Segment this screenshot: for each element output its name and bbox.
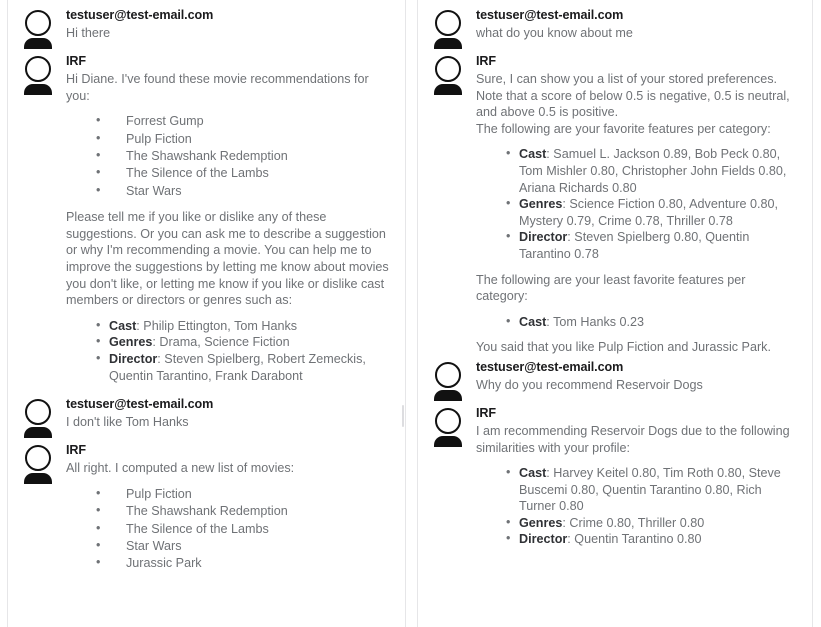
movie-list-item: • The Silence of the Lambs [96,165,393,182]
feature-category-label: Cast [519,314,547,329]
message-body [66,441,393,582]
chat-panel-left [7,0,406,627]
feature-values: : Harvey Keitel 0.80, Tim Roth 0.80, Steve Buscemi 0.80, Quentin Tarantino 0.80, Rich Turner 0.80 [519,466,781,514]
message-paragraph: Why do you recommend Reservoir Dogs [476,377,703,392]
feature-values: : Quentin Tarantino 0.80 [567,532,702,547]
avatar-head-shape [25,56,51,82]
message-body [66,52,393,393]
message-body [66,6,393,42]
message-sender-name: IRF [476,405,496,420]
avatar-shoulders-shape [434,390,462,401]
feature-category-label: Cast [109,318,137,333]
feature-values: : Drama, Science Fiction [152,335,290,350]
avatar-head-shape [435,362,461,388]
message-sender-name: testuser@test-email.com [66,8,214,22]
message-body [66,395,393,431]
movie-list [66,486,393,573]
movie-list-item: • Jurassic Park [96,555,393,572]
message-paragraph: I am recommending Reservoir Dogs due to the following similarities with your profile: [476,423,794,455]
message-paragraph: what do you know about me [476,26,633,40]
avatar-head-shape [25,399,51,425]
person-avatar-icon [432,8,466,50]
feature-category-label: Cast [519,147,547,162]
person-avatar-icon [432,406,466,448]
feature-list-item [506,314,800,331]
message-body [476,6,800,42]
chat-message-assistant [418,52,804,356]
movie-list-item: • Pulp Fiction [96,486,393,503]
message-sender-name: testuser@test-email.com [66,397,214,412]
avatar-shoulders-shape [434,38,462,49]
message-paragraph: The following are your least favorite features per category: [476,272,750,304]
feature-category-label: Genres [519,197,563,212]
movie-list [66,113,393,200]
feature-list [66,318,393,384]
avatar-shoulders-shape [24,427,52,438]
avatar-head-shape [435,408,461,434]
message-paragraph: You said that you like Pulp Fiction and Jurassic Park. [476,340,771,355]
feature-values: : Crime 0.80, Thriller 0.80 [562,515,705,530]
movie-list-item: • Star Wars [96,183,393,200]
message-list-right [418,0,804,557]
feature-list-item [506,531,800,548]
avatar-head-shape [25,445,51,471]
message-paragraph: The following are your favorite features per category: [476,121,771,136]
feature-list [476,314,800,331]
person-avatar-icon [22,54,56,96]
avatar-head-shape [435,56,461,82]
message-sender-name: IRF [476,54,496,68]
person-avatar-icon [432,360,466,402]
feature-values: : Science Fiction 0.80, Adventure 0.80, Mystery 0.79, Crime 0.78, Thriller 0.78 [519,197,779,228]
chat-scroll-region-left[interactable] [8,0,405,627]
message-sender-name: testuser@test-email.com [476,8,624,22]
feature-list-item [96,334,393,351]
avatar-shoulders-shape [434,84,462,95]
message-body [476,358,800,394]
message-paragraph: All right. I computed a new list of movies: [66,461,295,476]
feature-category-label: Director [519,230,568,245]
message-body [476,404,800,557]
feature-list-item [96,318,393,335]
message-paragraph: Hi there [66,26,111,40]
message-paragraph: I don't like Tom Hanks [66,415,189,430]
chat-message-user [418,358,804,402]
chat-panel-right [417,0,813,627]
feature-values: : Steven Spielberg, Robert Zemeckis, Quentin Tarantino, Frank Darabont [109,351,366,383]
person-avatar-icon [22,8,56,50]
chat-scroll-region-right[interactable] [418,0,812,627]
feature-list [476,146,800,262]
feature-category-label: Director [109,351,158,366]
person-avatar-icon [22,443,56,485]
avatar-shoulders-shape [24,84,52,95]
message-sender-name: IRF [66,54,86,68]
avatar-head-shape [25,10,51,36]
chat-message-user [418,6,804,50]
chat-message-assistant [8,52,397,393]
feature-values: : Samuel L. Jackson 0.89, Bob Peck 0.80, Tom Mishler 0.80, Christopher John Fields 0.80, Ariana Richards 0.80 [519,147,787,195]
feature-list-item [506,229,800,262]
movie-list-item: • Star Wars [96,538,393,555]
feature-category-label: Genres [519,515,563,530]
chat-message-user [8,395,397,439]
movie-list-item: • The Shawshank Redemption [96,503,393,520]
feature-values: : Tom Hanks 0.23 [546,314,645,329]
movie-list-item: • The Silence of the Lambs [96,521,393,538]
feature-list-item [506,196,800,229]
feature-list-item [506,465,800,515]
message-paragraph: Hi Diane. I've found these movie recommendations for you: [66,72,373,103]
message-paragraph: Sure, I can show you a list of your stored preferences. Note that a score of below 0.5 is negative, 0.5 is neutral, and above 0.5 is positive. [476,72,794,120]
movie-list-item: • The Shawshank Redemption [96,148,393,165]
avatar-shoulders-shape [434,436,462,447]
feature-list-item [96,351,393,384]
avatar-shoulders-shape [24,473,52,484]
feature-category-label: Cast [519,466,547,481]
feature-category-label: Director [519,532,568,547]
chat-message-assistant [418,404,804,557]
feature-list-item [506,515,800,532]
message-paragraph: Please tell me if you like or dislike any of these suggestions. Or you can ask me to describe a suggestion or why I'm recommending a movie. You can help me to improve the suggestions by letting me know about movies you don't like, or letting me know if you like or dislike cast members or directors or genres such as: [66,210,393,308]
avatar-shoulders-shape [24,38,52,49]
feature-list-item [506,146,800,196]
message-sender-name: testuser@test-email.com [476,359,624,374]
person-avatar-icon [22,397,56,439]
scrollbar-thumb-left[interactable] [402,405,404,427]
feature-list [476,465,800,548]
avatar-head-shape [435,10,461,36]
chat-message-user [8,6,397,50]
feature-values: : Steven Spielberg 0.80, Quentin Tarantino 0.78 [519,230,750,261]
movie-list-item: • Pulp Fiction [96,131,393,148]
chat-message-assistant [8,441,397,582]
message-sender-name: IRF [66,443,86,458]
feature-values: : Philip Ettington, Tom Hanks [136,318,298,333]
feature-category-label: Genres [109,335,153,350]
message-list-left [8,0,397,582]
person-avatar-icon [432,54,466,96]
message-body [476,52,800,356]
movie-list-item: • Forrest Gump [96,113,393,130]
